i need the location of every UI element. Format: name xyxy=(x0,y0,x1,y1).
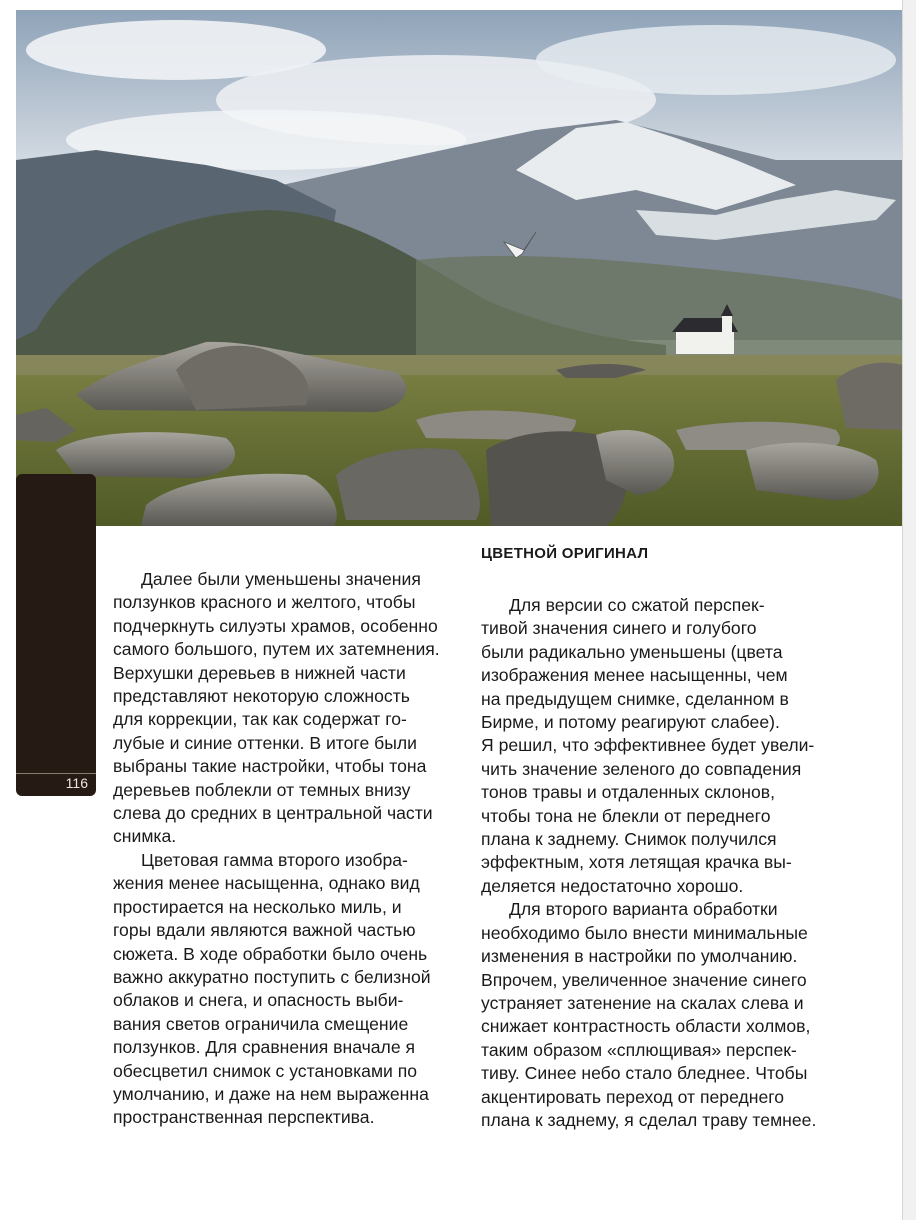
text-line: ползунков красного и желтого, чтобы xyxy=(113,592,416,613)
text-line: чить значение зеленого до совпадения xyxy=(481,758,802,779)
text-line: простирается на несколько миль, и xyxy=(113,896,402,917)
text-line: снижает контрастность области холмов, xyxy=(481,1016,811,1037)
text-line: Для версии со сжатой перспек- xyxy=(509,595,765,615)
text-line: лубые и синие оттенки. В итоге были xyxy=(113,732,417,753)
text-line: деляется недостаточно хорошо. xyxy=(481,875,744,896)
text-line: устраняет затенение на скалах слева и xyxy=(481,992,804,1013)
text-line: горы вдали являются важной частью xyxy=(113,920,416,941)
left-text-column xyxy=(113,568,461,1130)
page-side-tab xyxy=(16,474,96,796)
text-line: Верхушки деревьев в нижней части xyxy=(113,662,406,683)
text-line: жения менее насыщенна, однако вид xyxy=(113,873,420,894)
text-line: изменения в настройки по умолчанию. xyxy=(481,946,798,967)
text-line: тонов травы и отдаленных склонов, xyxy=(481,782,776,803)
paragraph xyxy=(481,898,841,1132)
text-line: деревьев поблекли от темных внизу xyxy=(113,779,411,800)
text-line: самого большого, путем их затемнения. xyxy=(113,639,440,660)
text-line: тивой значения синего и голубого xyxy=(481,618,757,639)
text-line: акцентировать переход от переднего xyxy=(481,1086,785,1107)
page-number: 116 xyxy=(65,775,88,791)
text-line: пространственная перспектива. xyxy=(113,1107,375,1128)
text-line: тиву. Синее небо стало бледнее. Чтобы xyxy=(481,1063,808,1084)
text-line: эффектным, хотя летящая крачка вы- xyxy=(481,852,792,873)
text-line: были радикально уменьшены (цвета xyxy=(481,641,783,662)
tab-divider xyxy=(16,773,96,774)
text-line: слева до средних в центральной части xyxy=(113,803,433,824)
text-line: сюжета. В ходе обработки было очень xyxy=(113,943,428,964)
text-line: Я решил, что эффективнее будет увели- xyxy=(481,735,815,756)
text-line: Далее были уменьшены значения xyxy=(141,569,421,589)
text-line: вания светов ограничила смещение xyxy=(113,1013,409,1034)
text-line: Цветовая гамма второго изобра- xyxy=(141,849,408,870)
right-text-column xyxy=(481,594,841,1132)
text-line: плана к заднему, я сделал траву темнее. xyxy=(481,1109,817,1130)
text-line: важно аккуратно поступить с белизной xyxy=(113,966,431,987)
paragraph xyxy=(113,849,461,1130)
text-line: представляют некоторую сложность xyxy=(113,686,410,707)
paragraph xyxy=(113,568,461,849)
text-line: Впрочем, увеличенное значение синего xyxy=(481,969,807,990)
text-line: необходимо было внести минимальные xyxy=(481,922,808,943)
text-line: умолчанию, и даже на нем выраженна xyxy=(113,1083,429,1104)
landscape-photo xyxy=(16,10,902,526)
text-line: плана к заднему. Снимок получился xyxy=(481,829,777,850)
text-line: подчеркнуть силуэты храмов, особенно xyxy=(113,615,438,636)
text-line: таким образом «сплющивая» перспек- xyxy=(481,1039,797,1060)
text-line: обесцветил снимок с установками по xyxy=(113,1060,418,1081)
text-line: на предыдущем снимке, сделанном в xyxy=(481,688,789,709)
text-line: Бирме, и потому реагируют слабее). xyxy=(481,712,780,733)
text-line: чтобы тона не блекли от переднего xyxy=(481,805,771,826)
text-line: ползунков. Для сравнения вначале я xyxy=(113,1037,416,1058)
text-line: для коррекции, так как содержат го- xyxy=(113,709,407,730)
text-line: облаков и снега, и опасность выби- xyxy=(113,990,404,1011)
text-line: снимка. xyxy=(113,826,177,847)
text-line: выбраны такие настройки, чтобы тона xyxy=(113,756,427,777)
text-line: изображения менее насыщенны, чем xyxy=(481,665,788,686)
page-edge xyxy=(902,0,916,1220)
section-heading: ЦВЕТНОЙ ОРИГИНАЛ xyxy=(481,545,649,562)
paragraph xyxy=(481,594,841,898)
text-line: Для второго варианта обработки xyxy=(509,899,778,920)
